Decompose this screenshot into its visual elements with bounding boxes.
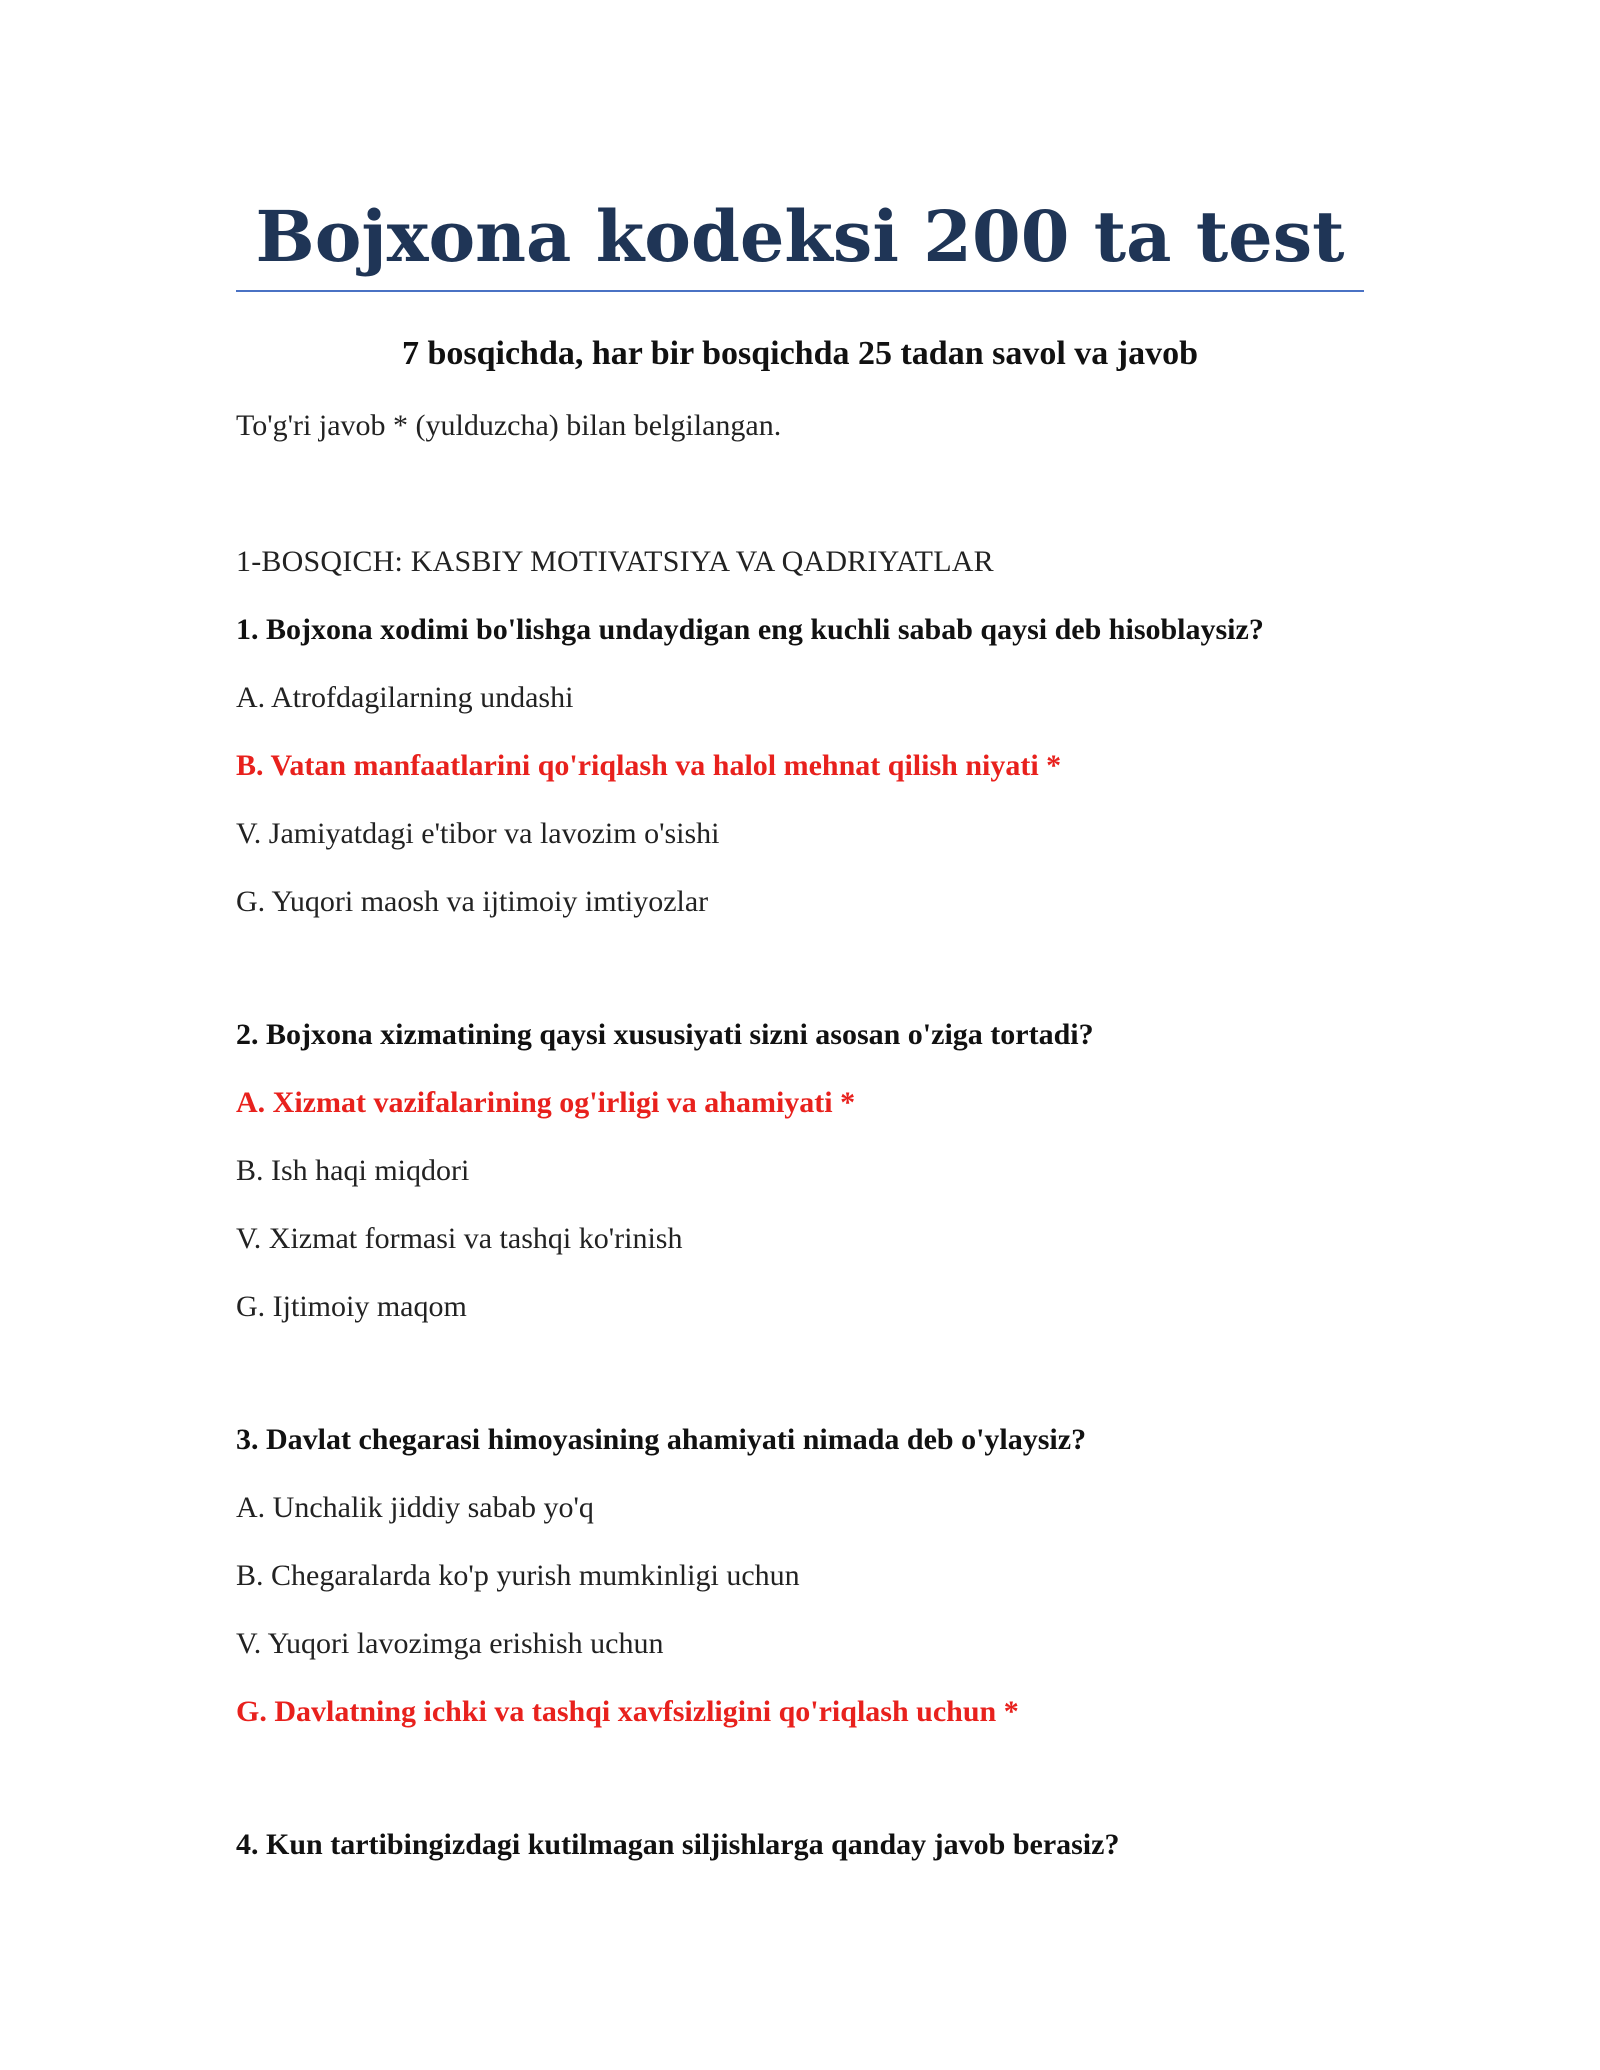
answer-option-a-correct: A. Xizmat vazifalarining og'irligi va ahamiyati * [236, 1086, 856, 1119]
answer-option-a: A. Unchalik jiddiy sabab yo'q [236, 1491, 594, 1524]
question-text: 2. Bojxona xizmatining qaysi xususiyati sizni asosan o'ziga tortadi? [236, 1018, 1094, 1051]
answer-option-g: G. Yuqori maosh va ijtimoiy imtiyozlar [236, 885, 709, 918]
title-underline-rule [236, 290, 1364, 292]
question-text: 4. Kun tartibingizdagi kutilmagan siljishlarga qanday javob berasiz? [236, 1828, 1120, 1861]
document-title: Bojxona kodeksi 200 ta test [255, 195, 1345, 278]
question-block [236, 1823, 1436, 1867]
answer-option-b: B. Chegaralarda ko'p yurish mumkinligi uchun [236, 1559, 800, 1592]
question-text: 1. Bojxona xodimi bo'lishga undaydigan eng kuchli sabab qaysi deb hisoblaysiz? [236, 613, 1264, 646]
answer-option-a: A. Atrofdagilarning undashi [236, 681, 574, 714]
answer-option-g-correct: G. Davlatning ichki va tashqi xavfsizligini qo'riqlash uchun * [236, 1695, 1019, 1728]
answer-option-b-correct: B. Vatan manfaatlarini qo'riqlash va halol mehnat qilish niyati * [236, 749, 1062, 782]
question-block [236, 608, 1436, 924]
answer-option-v: V. Jamiyatdagi e'tibor va lavozim o'sishi [236, 817, 720, 850]
answer-key-note: To'g'ri javob * (yulduzcha) bilan belgilangan. [236, 409, 782, 442]
question-block [236, 1013, 1436, 1329]
answer-option-b: B. Ish haqi miqdori [236, 1154, 470, 1187]
question-block [236, 1418, 1436, 1734]
answer-option-g: G. Ijtimoiy maqom [236, 1290, 467, 1323]
answer-option-v: V. Xizmat formasi va tashqi ko'rinish [236, 1222, 683, 1255]
question-text: 3. Davlat chegarasi himoyasining ahamiyati nimada deb o'ylaysiz? [236, 1423, 1087, 1456]
answer-option-v: V. Yuqori lavozimga erishish uchun [236, 1627, 664, 1660]
document-subtitle: 7 bosqichda, har bir bosqichda 25 tadan savol va javob [401, 335, 1199, 372]
stage-heading: 1-BOSQICH: KASBIY MOTIVATSIYA VA QADRIYATLAR [236, 545, 994, 578]
